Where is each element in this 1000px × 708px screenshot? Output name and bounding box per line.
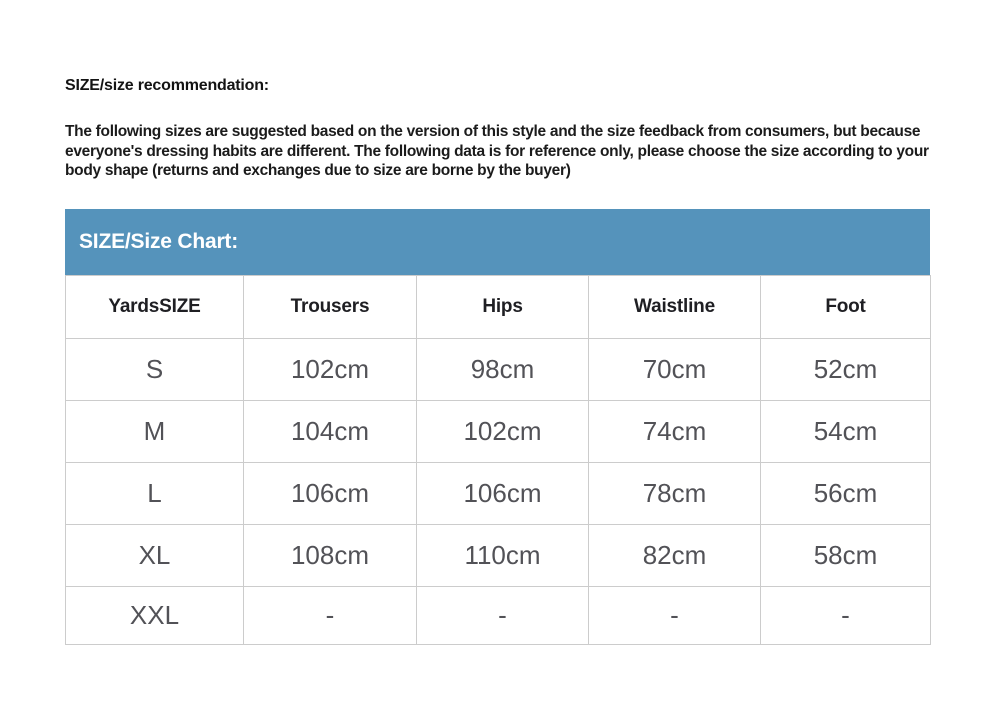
table-row-xxl: [66, 586, 931, 644]
size-cell: S: [66, 338, 244, 400]
size-recommendation-heading: SIZE/size recommendation:: [65, 77, 269, 94]
value-cell: 56cm: [761, 462, 931, 524]
value-cell: 54cm: [761, 400, 931, 462]
value-cell: 102cm: [244, 338, 417, 400]
size-cell: XL: [66, 524, 244, 586]
size-cell: L: [66, 462, 244, 524]
column-header-yardssize: YardsSIZE: [66, 275, 244, 338]
value-cell: 70cm: [589, 338, 761, 400]
size-cell: XXL: [66, 586, 244, 644]
table-row-xl: [66, 524, 931, 586]
column-header-trousers: Trousers: [244, 275, 417, 338]
value-cell: 108cm: [244, 524, 417, 586]
table-row-s: [66, 338, 931, 400]
value-cell: 58cm: [761, 524, 931, 586]
value-cell: 52cm: [761, 338, 931, 400]
column-header-waistline: Waistline: [589, 275, 761, 338]
value-cell: 104cm: [244, 400, 417, 462]
table-row-l: [66, 462, 931, 524]
size-chart: [65, 209, 930, 645]
table-header-row: [66, 275, 931, 338]
value-cell: 110cm: [417, 524, 589, 586]
value-cell: 78cm: [589, 462, 761, 524]
size-chart-title: SIZE/Size Chart:: [79, 229, 238, 253]
size-chart-title-bar: [65, 209, 930, 275]
value-cell: -: [761, 586, 931, 644]
size-chart-table: [65, 275, 931, 645]
value-cell: 106cm: [417, 462, 589, 524]
table-row-m: [66, 400, 931, 462]
value-cell: -: [589, 586, 761, 644]
value-cell: -: [417, 586, 589, 644]
column-header-hips: Hips: [417, 275, 589, 338]
size-cell: M: [66, 400, 244, 462]
column-header-foot: Foot: [761, 275, 931, 338]
value-cell: 82cm: [589, 524, 761, 586]
value-cell: 98cm: [417, 338, 589, 400]
value-cell: 106cm: [244, 462, 417, 524]
value-cell: 102cm: [417, 400, 589, 462]
value-cell: 74cm: [589, 400, 761, 462]
value-cell: -: [244, 586, 417, 644]
size-recommendation-text: The following sizes are suggested based on the version of this style and the size feedback from consumers, but because everyone's dressing habits are different. The following data is for reference only, please choose the size according to your body shape (returns and exchanges due to size are borne by the buyer): [65, 123, 929, 179]
